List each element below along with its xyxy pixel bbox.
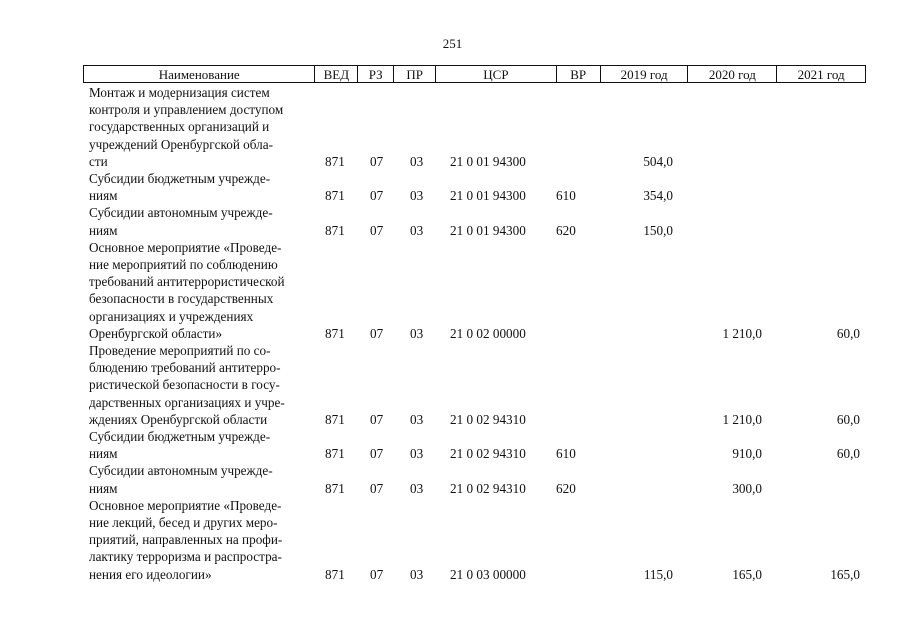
table-row <box>0 170 905 204</box>
cell-ved: 871 <box>325 188 345 204</box>
cell-pr: 03 <box>410 153 424 169</box>
row-name: Субсидии автономным учрежде- ниям <box>89 463 273 496</box>
cell-y2019: 504,0 <box>643 153 673 169</box>
header-csr: ЦСР <box>436 66 557 82</box>
cell-csr: 21 0 02 94310 <box>450 446 526 462</box>
cell-vr: 620 <box>556 222 576 238</box>
cell-y2021: 60,0 <box>836 325 860 341</box>
cell-y2020: 1 210,0 <box>722 325 762 341</box>
cell-y2020: 300,0 <box>732 480 762 496</box>
table-row <box>0 497 905 583</box>
table-row <box>0 342 905 428</box>
cell-pr: 03 <box>410 222 424 238</box>
cell-vr: 610 <box>556 188 576 204</box>
cell-rz: 07 <box>370 153 384 169</box>
cell-ved: 871 <box>325 153 345 169</box>
cell-y2019: 115,0 <box>643 566 673 582</box>
row-name: Основное мероприятие «Проведе- ние мероприятий по соблюдению требований антитеррористической безопасности в государственных организациях и учреждениях Оренбургской области» <box>89 239 285 341</box>
cell-y2021: 60,0 <box>836 446 860 462</box>
cell-pr: 03 <box>410 446 424 462</box>
cell-y2019: 354,0 <box>643 188 673 204</box>
cell-rz: 07 <box>370 566 384 582</box>
cell-y2021: 165,0 <box>830 566 860 582</box>
cell-y2020: 910,0 <box>732 446 762 462</box>
cell-csr: 21 0 02 94310 <box>450 411 526 427</box>
cell-pr: 03 <box>410 411 424 427</box>
header-rz: РЗ <box>358 66 394 82</box>
cell-pr: 03 <box>410 188 424 204</box>
cell-csr: 21 0 02 00000 <box>450 325 526 341</box>
cell-csr: 21 0 01 94300 <box>450 188 526 204</box>
cell-rz: 07 <box>370 222 384 238</box>
cell-y2020: 165,0 <box>732 566 762 582</box>
cell-pr: 03 <box>410 480 424 496</box>
table-header <box>83 65 866 83</box>
header-2021: 2021 год <box>797 67 845 82</box>
cell-ved: 871 <box>325 480 345 496</box>
cell-vr: 620 <box>556 480 576 496</box>
row-name: Проведение мероприятий по со- блюдению требований антитерро- ристической безопасности в госу- дарственных организациях и учре- ждениях Оренбургской области <box>89 343 285 427</box>
header-ved: ВЕД <box>315 66 358 82</box>
row-name: Субсидии автономным учрежде- ниям <box>89 205 273 238</box>
cell-ved: 871 <box>325 222 345 238</box>
row-name: Монтаж и модернизация систем контроля и управлением доступом государственных организаций и учреждений Оренбургской обла- сти <box>89 85 284 169</box>
page-number: 251 <box>442 36 463 51</box>
row-name: Основное мероприятие «Проведе- ние лекций, бесед и других меро- приятий, направленных на профи- лактику терроризма и распростра- нения его идеологии» <box>89 497 283 582</box>
cell-rz: 07 <box>370 411 384 427</box>
header-pr: ПР <box>394 66 436 82</box>
table-row <box>0 428 905 462</box>
cell-csr: 21 0 01 94300 <box>450 153 526 169</box>
cell-csr: 21 0 01 94300 <box>450 222 526 238</box>
table-row <box>0 204 905 238</box>
cell-pr: 03 <box>410 566 424 582</box>
cell-pr: 03 <box>410 325 424 341</box>
header-name: Наименование <box>84 66 315 82</box>
row-name: Субсидии бюджетным учрежде- ниям <box>89 429 271 462</box>
cell-vr: 610 <box>556 446 576 462</box>
cell-rz: 07 <box>370 446 384 462</box>
cell-ved: 871 <box>325 411 345 427</box>
table-row <box>0 84 905 170</box>
cell-csr: 21 0 02 94310 <box>450 480 526 496</box>
cell-rz: 07 <box>370 325 384 341</box>
cell-ved: 871 <box>325 325 345 341</box>
cell-y2021: 60,0 <box>836 411 860 427</box>
table-row <box>0 462 905 496</box>
cell-rz: 07 <box>370 480 384 496</box>
row-name: Субсидии бюджетным учрежде- ниям <box>89 171 271 204</box>
header-2019: 2019 год <box>601 66 689 82</box>
cell-y2020: 1 210,0 <box>722 411 762 427</box>
header-2020: 2020 год <box>688 66 777 82</box>
cell-ved: 871 <box>325 446 345 462</box>
cell-y2019: 150,0 <box>643 222 673 238</box>
cell-ved: 871 <box>325 566 345 582</box>
header-vr: ВР <box>557 66 601 82</box>
cell-rz: 07 <box>370 188 384 204</box>
cell-csr: 21 0 03 00000 <box>450 566 526 582</box>
table-row <box>0 239 905 342</box>
